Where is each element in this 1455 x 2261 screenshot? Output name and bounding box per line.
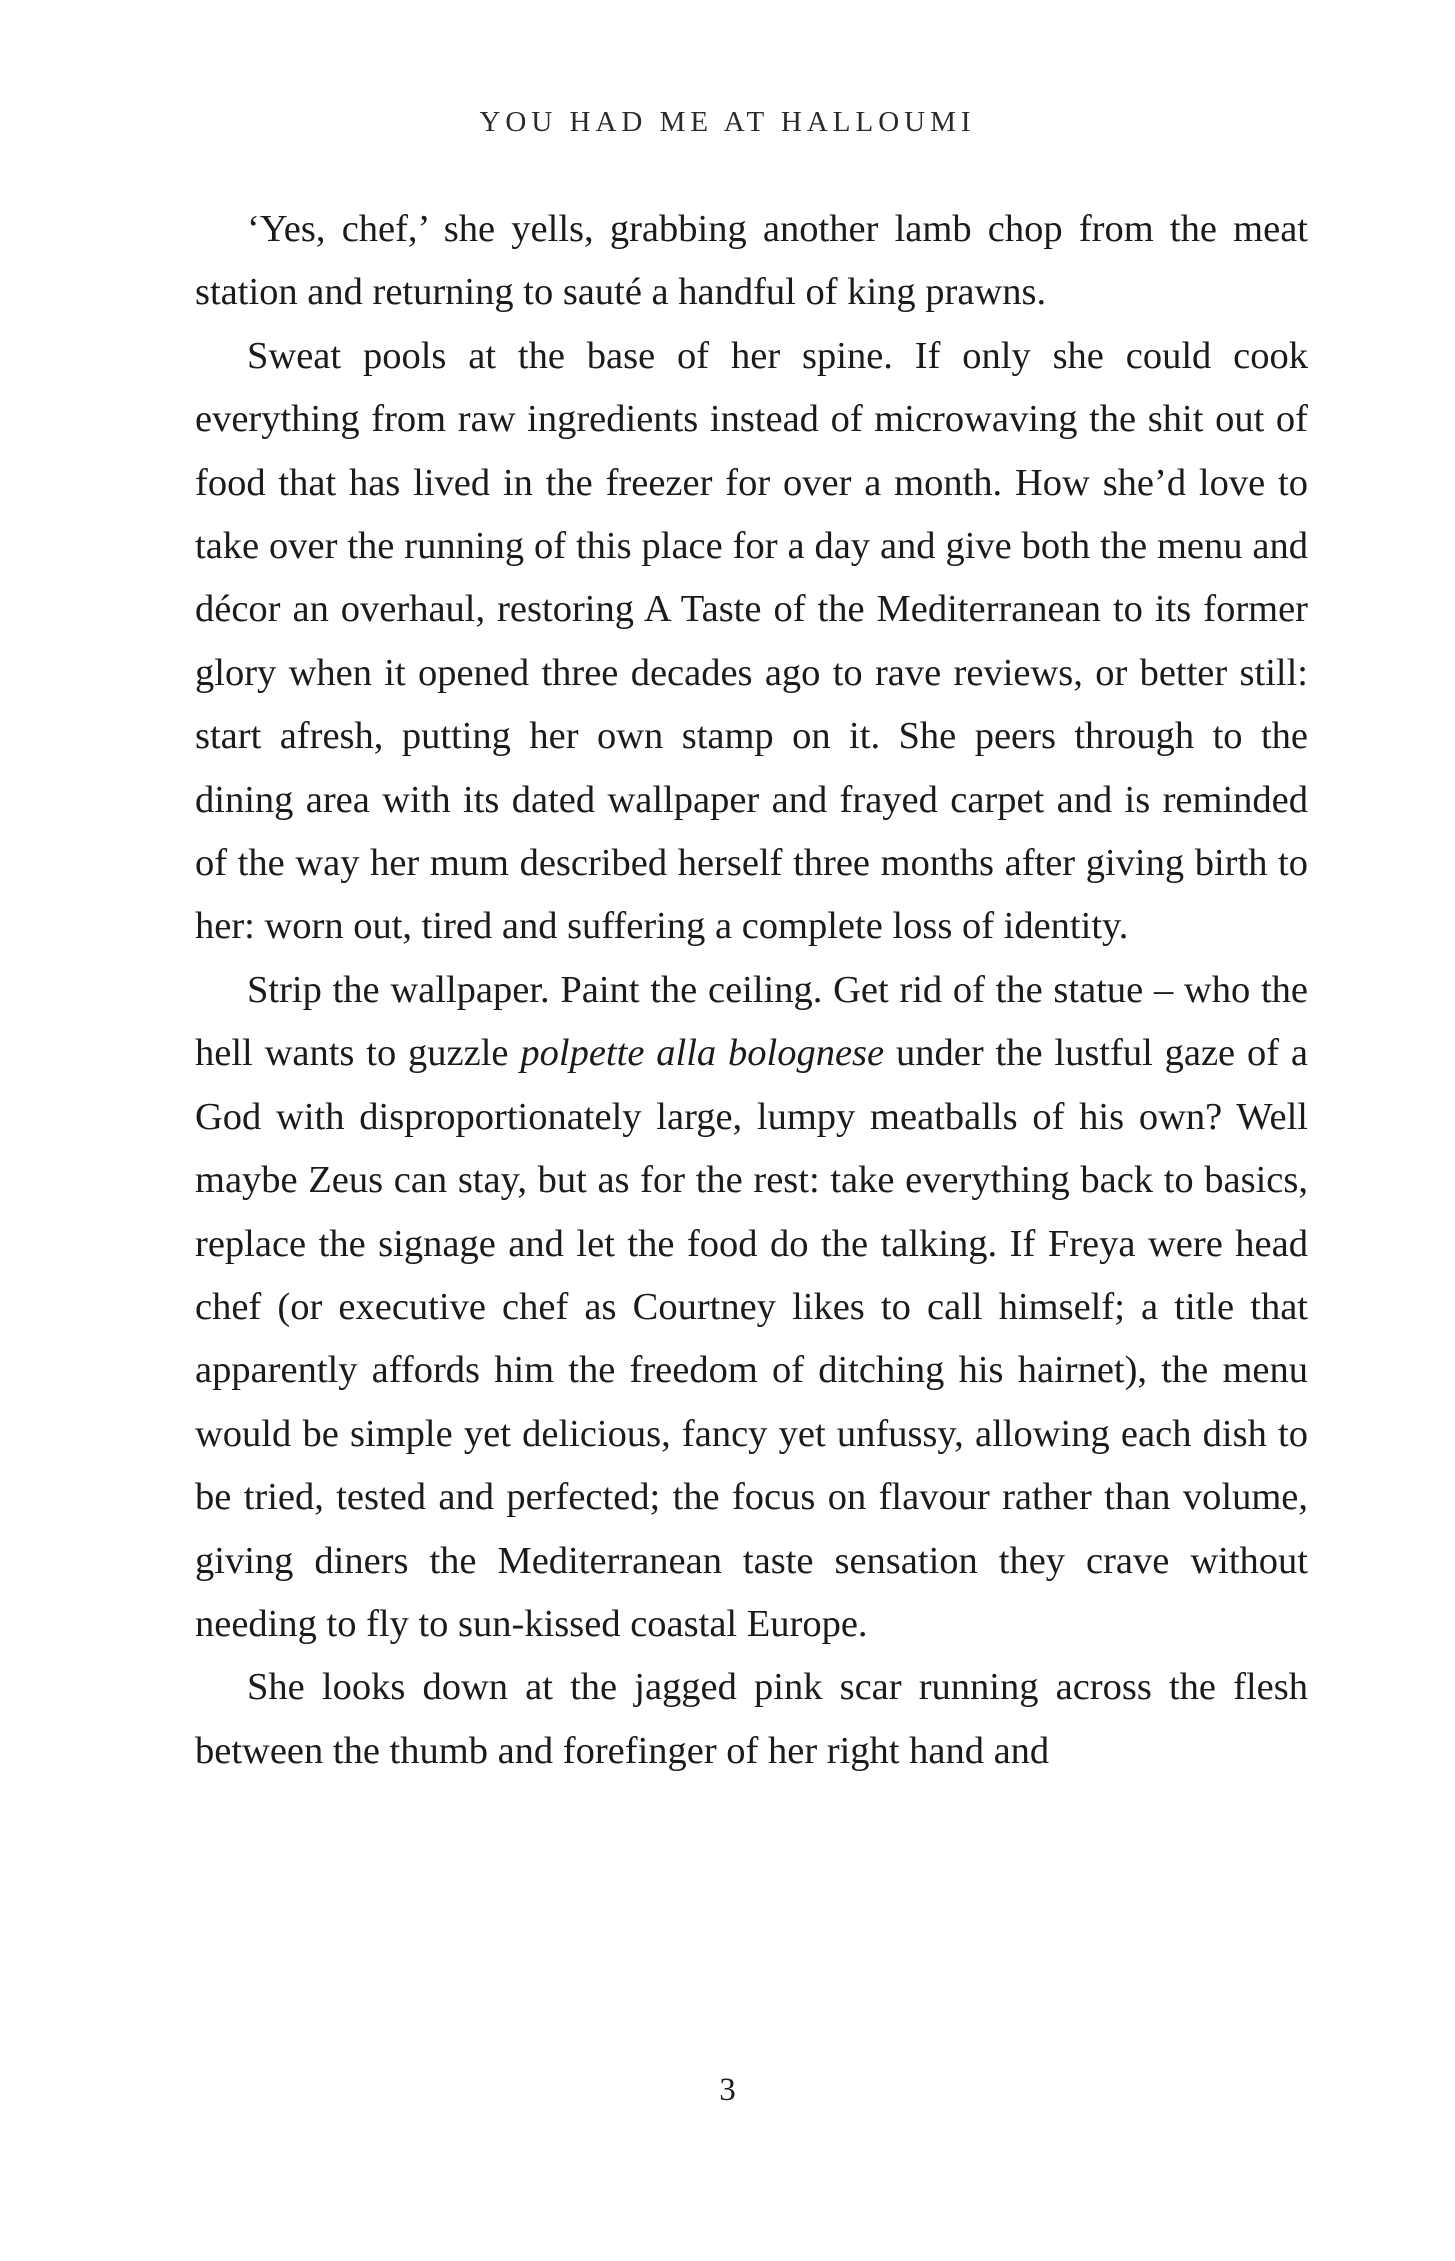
paragraph xyxy=(195,959,1308,1656)
paragraph xyxy=(195,198,1308,325)
running-head: YOU HAD ME AT HALLOUMI xyxy=(479,106,976,138)
text-segment: She looks down at the jagged pink scar running across the flesh between the thumb and forefinger of her right hand and xyxy=(195,1666,1308,1772)
paragraph xyxy=(195,325,1308,959)
text-segment: Strip the wallpaper. Paint the ceiling. Get rid of the statue – who the hell wants to guzzle xyxy=(195,968,1308,1075)
text-segment: ‘Yes, chef,’ she yells, grabbing another lamb chop from the meat station and returning to sauté a handful of king prawns. xyxy=(195,208,1308,314)
italic-dish-name: polpette alla bolognese xyxy=(520,1032,885,1075)
text-segment: Sweat pools at the base of her spine. If only she could cook everything from raw ingredients instead of microwaving the shit out of food that has lived in the freezer for over a month. How she’d love to take over the running of this place for a day and give both the menu and décor an overhaul, restoring A Taste of the Mediterranean to its former glory when it opened three decades ago to rave reviews, or better still: start afresh, putting her own stamp on it. She peers through to the dining area with its dated wallpaper and frayed carpet and is reminded of the way her mum described herself three months after giving birth to her: worn out, tired and suffering a complete loss of identity. xyxy=(195,334,1308,948)
page-number: 3 xyxy=(719,2072,736,2108)
body-text xyxy=(195,198,1308,1783)
text-segment: under the lustful gaze of a God with disproportionately large, lumpy meatballs of his own? Well maybe Zeus can stay, but as for the rest: take everything back to basics, replace the signage and let the food do the talking. If Freya were head chef (or executive chef as Courtney likes to call himself; a title that apparently affords him the freedom of ditching his hairnet), the menu would be simple yet delicious, fancy yet unfussy, allowing each dish to be tried, tested and perfected; the focus on flavour rather than volume, giving diners the Mediterranean taste sensation they crave without needing to fly to sun-kissed coastal Europe. xyxy=(195,1032,1309,1645)
paragraph xyxy=(195,1656,1308,1783)
